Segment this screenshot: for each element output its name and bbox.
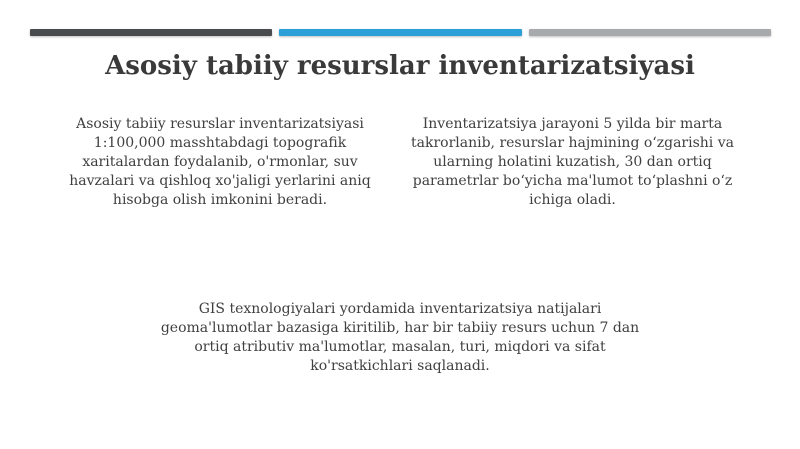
paragraph-right: Inventarizatsiya jarayoni 5 yilda bir marta takrorlanib, resurslar hajmining o‘zgarishi va ularning holatini kuzatish, 30 dan ortiq parametrlar bo‘yicha ma'lumot to‘plashni o‘z ichiga oladi. xyxy=(411,116,734,208)
paragraph-bottom: GIS texnologiyalari yordamida inventarizatsiya natijalari geoma'lumotlar bazasiga kiritilib, har bir tabiiy resurs uchun 7 dan ortiq atributiv ma'lumotlar, masalan, turi, miqdori va sifat ko'rsatkichlari saqlanadi. xyxy=(160,301,640,374)
header-bar-left xyxy=(30,29,272,36)
paragraph-left: Asosiy tabiiy resurslar inventarizatsiyasi 1:100,000 masshtabdagi topografik xaritalardan foydalanib, o'rmonlar, suv havzalari va qishloq xo'jaligi yerlarini aniq hisobga olish imkonini beradi. xyxy=(69,116,371,208)
header-bar-right xyxy=(529,29,771,36)
slide-title: Asosiy tabiiy resurslar inventarizatsiyasi xyxy=(105,51,695,81)
header-bar-middle xyxy=(279,29,522,36)
